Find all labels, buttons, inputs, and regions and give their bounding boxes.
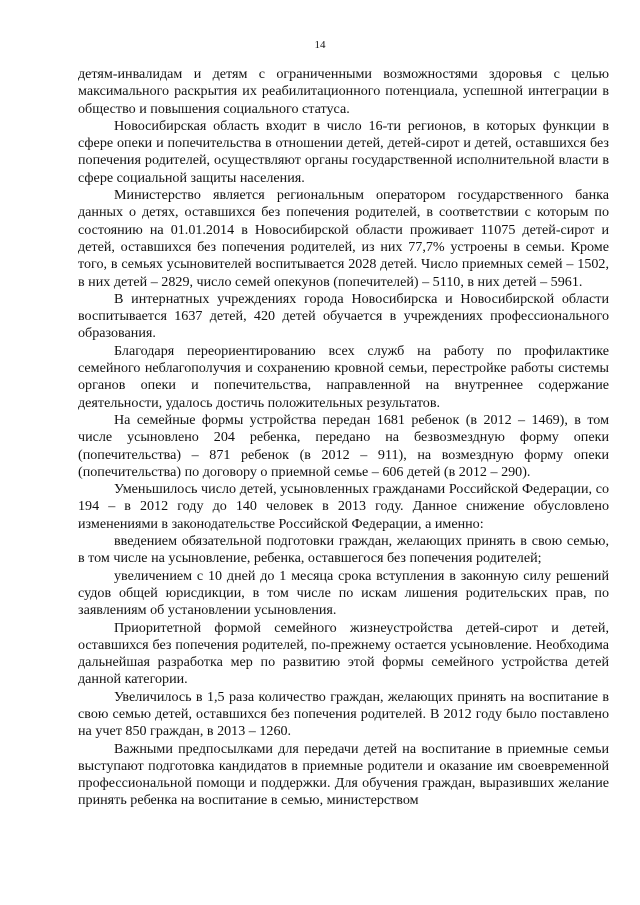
paragraph-list-item-training: введением обязательной подготовки граждан, желающих принять в свою семью, в том числе на усыновление, ребенка, оставшегося без попечения родителей; bbox=[78, 533, 609, 567]
paragraph-candidates-increase: Увеличилось в 1,5 раза количество граждан, желающих принять на воспитание в свою семью детей, оставшихся без попечения родителей. В 2012 году было поставлено на учет 850 граждан, в 2013 – 1260. bbox=[78, 688, 609, 740]
page-number: 14 bbox=[314, 39, 326, 51]
paragraph-list-item-term: увеличением с 10 дней до 1 месяца срока вступления в законную силу решений судов общей юрисдикции, в том числе по искам лишения родительских прав, по заявлениям об установлении усыновления. bbox=[78, 567, 609, 619]
document-body bbox=[78, 66, 609, 810]
paragraph-boarding-institutions: В интернатных учреждениях города Новосибирска и Новосибирской области воспитывается 1637 детей, 420 детей обучается в учреждениях профессионального образования. bbox=[78, 290, 609, 342]
paragraph-preconditions: Важными предпосылками для передачи детей на воспитание в приемные семьи выступают подготовка кандидатов в приемные родители и оказание им своевременной профессиональной помощи и поддержки. Для обучения граждан, выразивших желание принять ребенка на воспитание в семью, министерством bbox=[78, 740, 609, 809]
paragraph-data-bank: Министерство является региональным оператором государственного банка данных о детях, оставшихся без попечения родителей, в соответствии с которым по состоянию на 01.01.2014 в Новосибирской области проживает 11075 детей-сирот и детей, оставшихся без попечения родителей, из них 77,7% устроены в семьи. Кроме того, в семьях усыновителей воспитывается 2028 детей. Число приемных семей – 1502, в них детей – 2829, число семей опекунов (попечителей) – 5110, в них детей – 5961. bbox=[78, 187, 609, 290]
paragraph-priority-form: Приоритетной формой семейного жизнеустройства детей-сирот и детей, оставшихся без попечения родителей, по-прежнему остается усыновление. Необходима дальнейшая разработка мер по развитию этой формы семейного устройства детей данной категории. bbox=[78, 619, 609, 688]
paragraph-guardianship-region: Новосибирская область входит в число 16-ти регионов, в которых функции в сфере опеки и попечительства в отношении детей, детей-сирот и детей, оставшихся без попечения родителей, осуществляют органы государственной исполнительной власти в сфере социальной защиты населения. bbox=[78, 117, 609, 186]
paragraph-family-placement: На семейные формы устройства передан 1681 ребенок (в 2012 – 1469), в том числе усыновлено 204 ребенка, передано на безвозмездную форму опеки (попечительства) – 871 ребенок (в 2012 – 911), на возмездную форму опеки (попечительства) по договору о приемной семье – 606 детей (в 2012 – 290). bbox=[78, 411, 609, 480]
paragraph-adoption-decrease: Уменьшилось число детей, усыновленных гражданами Российской Федерации, со 194 – в 2012 году до 140 человек в 2013 году. Данное снижение обусловлено изменениями в законодательстве Российской Федерации, а именно: bbox=[78, 481, 609, 532]
paragraph-reorientation: Благодаря переориентированию всех служб на работу по профилактике семейного неблагополучия и сохранению кровной семьи, перестройке работы системы органов опеки и попечительства, направленной на внутреннее содержание деятельности, удалось достичь положительных результатов. bbox=[78, 342, 609, 411]
paragraph-continuation: детям-инвалидам и детям с ограниченными возможностями здоровья с целью максимального раскрытия их реабилитационного потенциала, успешной интеграции в общество и повышения социального статуса. bbox=[78, 66, 609, 117]
